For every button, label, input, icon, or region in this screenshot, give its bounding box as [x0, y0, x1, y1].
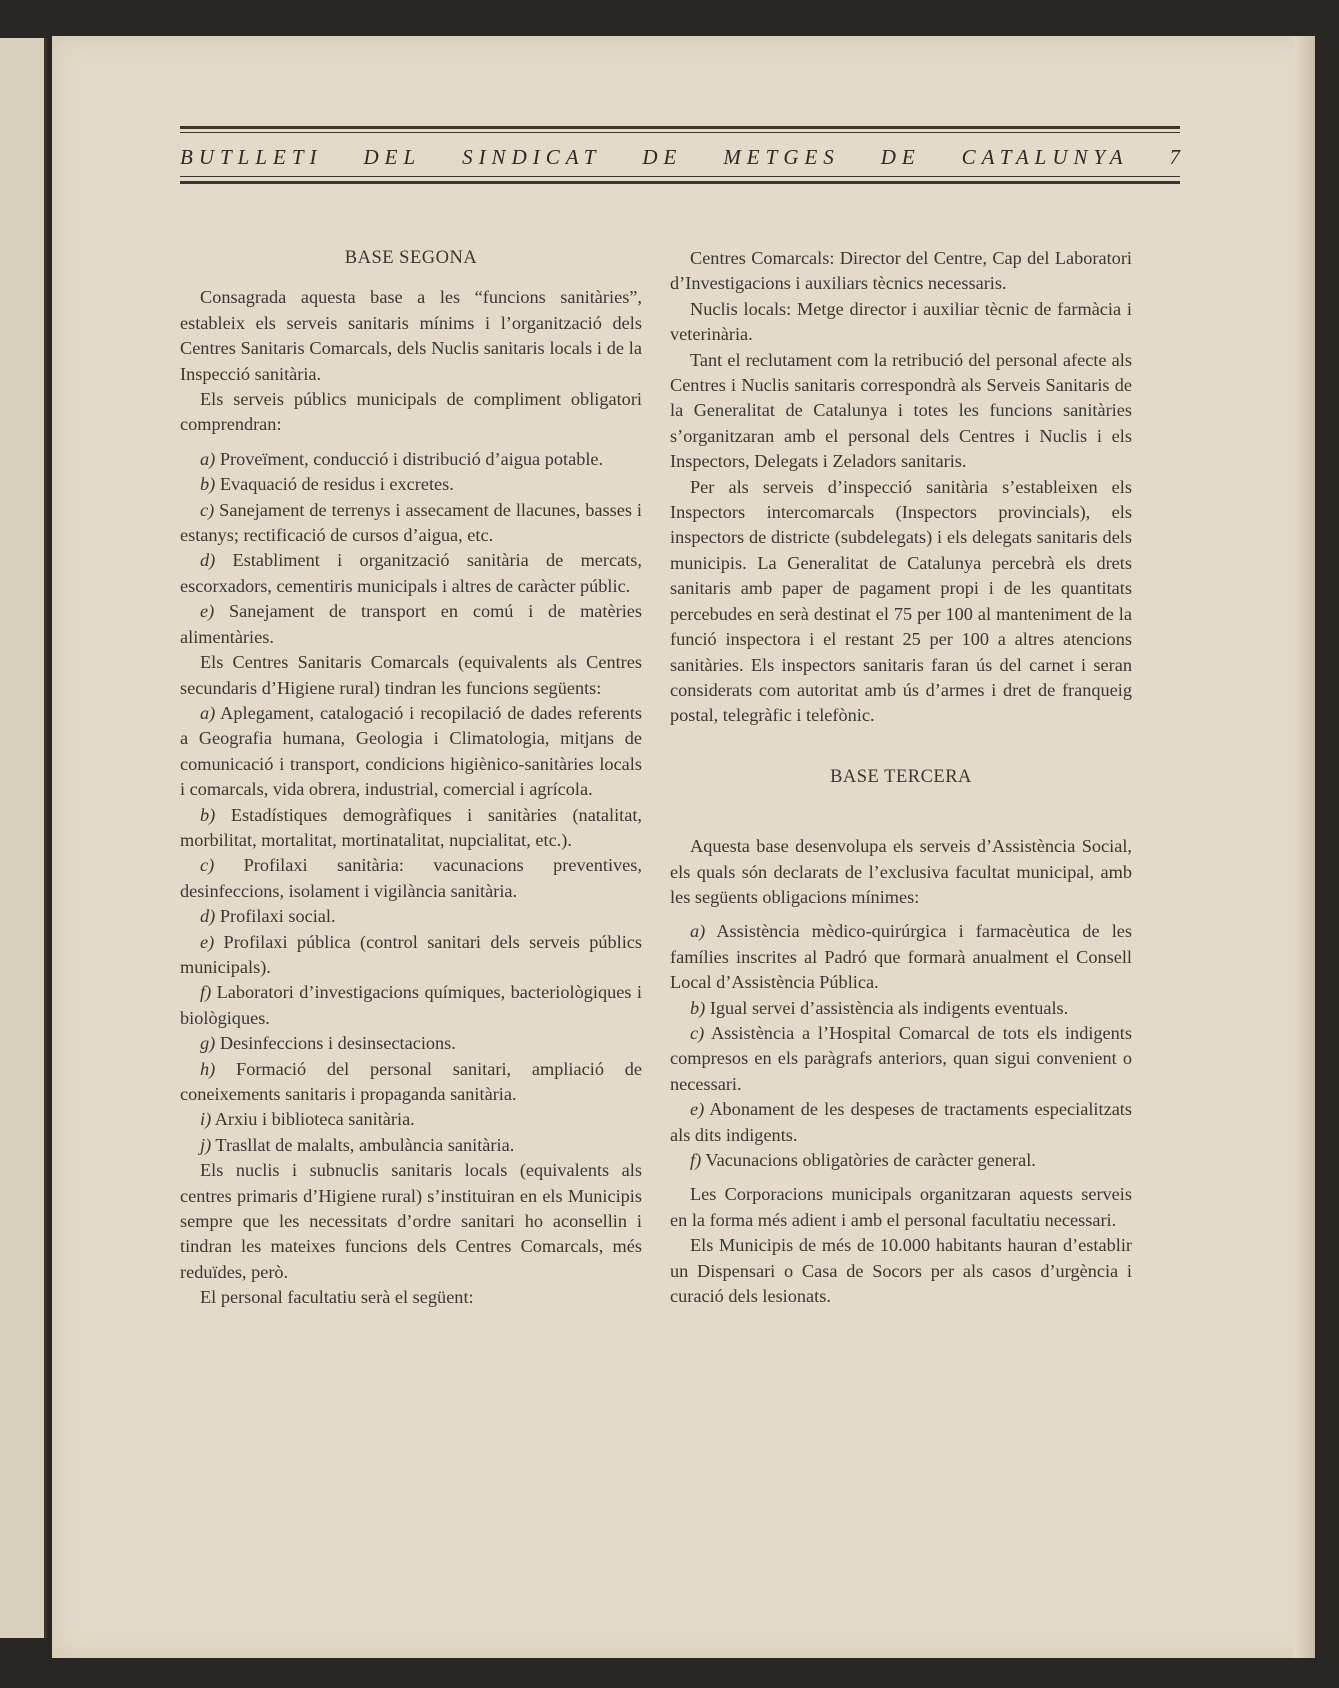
- paragraph: Els serveis públics municipals de compliment obligatori comprendran:: [180, 389, 642, 435]
- list-item: f) Vacunacions obligatòries de caràcter general.: [690, 1150, 1036, 1170]
- paragraph: Les Corporacions municipals organitzaran aquests serveis en la forma més adient i amb el personal facultatiu necessari.: [670, 1184, 1132, 1230]
- list-item: c) Sanejament de terrenys i assecament de llacunes, basses i estanys; rectificació de cursos d’aigua, etc.: [180, 499, 642, 546]
- section-heading: BASE SEGONA: [344, 248, 478, 268]
- header-rule-top: [180, 126, 1180, 129]
- paragraph: Tant el reclutament com la retribució del personal afecte als Centres i Nuclis sanitaris correspondrà als Serveis Sanitaris de la Generalitat de Catalunya i totes les funcions sanitàries s’organitzaran amb el personal dels Centres i Nuclis i els Inspectors, Delegats i Zeladors sanitaris.: [670, 349, 1132, 472]
- header-word: SINDICAT: [462, 144, 602, 169]
- list-item: c) Assistència a l’Hospital Comarcal de tots els indigents compresos en els paràgrafs anteriors, quan sigui convenient o necessari.: [670, 1022, 1133, 1094]
- paragraph: Consagrada aquesta base a les “funcions sanitàries”, estableix els serveis sanitaris mínims i l’organització dels Centres Sanitaris Comarcals, dels Nuclis sanitaris locals i de la Inspecció sanitària.: [180, 287, 642, 384]
- list-item: b) Igual servei d’assistència als indigents eventuals.: [690, 997, 1069, 1018]
- header-word: DE: [880, 144, 921, 169]
- list-item: a) Proveïment, conducció i distribució d’aigua potable.: [200, 448, 604, 469]
- adjacent-page-edge: [0, 38, 47, 1638]
- left-column: [180, 246, 642, 1311]
- page-edge-shadow: [1293, 36, 1315, 1658]
- list-item: b) Estadístiques demogràfiques i sanitàries (natalitat, morbilitat, mortalitat, mortinatalitat, nupcialitat, etc.).: [180, 804, 643, 850]
- list-item: i) Arxiu i biblioteca sanitària.: [200, 1109, 415, 1130]
- list-item: e) Sanejament de transport en comú i de matèries alimentàries.: [180, 601, 643, 647]
- list-item: e) Abonament de les despeses de tractaments especialitzats als dits indigents.: [670, 1099, 1133, 1145]
- paragraph: Centres Comarcals: Director del Centre, Cap del Laboratori d’Investigacions i auxiliars tècnics necessaris.: [670, 248, 1132, 294]
- header-word: CATALUNYA: [961, 144, 1129, 169]
- list-item: j) Trasllat de malalts, ambulància sanitària.: [200, 1134, 515, 1155]
- right-column: [670, 246, 1132, 1309]
- header-word: BUTLLETI: [180, 144, 323, 169]
- header-word: DE: [642, 144, 683, 169]
- paragraph: Aquesta base desenvolupa els serveis d’Assistència Social, els quals són declarats de l’exclusiva facultat municipal, amb les següents obligacions mínimes:: [670, 836, 1132, 907]
- list-item: a) Assistència mèdico-quirúrgica i farmacèutica de les famílies inscrites al Padró que formarà anualment el Consell Local d’Assistència Pública.: [670, 921, 1132, 993]
- list-item: h) Formació del personal sanitari, ampliació de coneixements sanitaris i propaganda sanitària.: [180, 1058, 642, 1104]
- paragraph: Per als serveis d’inspecció sanitària s’estableixen els Inspectors intercomarcals (Inspectors provincials), els inspectors de districte (subdelegats) i els delegats sanitaris dels municipis. La Generalitat de Catalunya percebrà els drets sanitaris amb paper de pagament propi i de les quantitats percebudes en serà destinat el 75 per 100 al manteniment de la funció inspectora i el restant 25 per 100 a altres atencions sanitàries. Els inspectors sanitaris faran ús del carnet i seran considerats com autoritat amb ús d’armes i dret de franqueig postal, telegràfic i telefònic.: [670, 476, 1132, 726]
- list-item: b) Evaquació de residus i excretes.: [200, 474, 454, 495]
- document-page: [52, 36, 1315, 1658]
- running-header: [180, 126, 1180, 198]
- list-item: d) Establiment i organització sanitària de mercats, escorxadors, cementiris municipals i altres de caràcter públic.: [180, 550, 642, 596]
- list-item: g) Desinfeccions i desinsectacions.: [200, 1033, 456, 1054]
- paragraph: Nuclis locals: Metge director i auxiliar tècnic de farmàcia i veterinària.: [670, 298, 1132, 345]
- header-rule-top-thin: [180, 132, 1180, 133]
- header-rule-bottom-thin: [180, 176, 1180, 177]
- list-item: e) Profilaxi pública (control sanitari dels serveis públics municipals).: [180, 931, 643, 977]
- paragraph: Els Centres Sanitaris Comarcals (equivalents als Centres secundaris d’Higiene rural) tindran les funcions següents:: [180, 652, 642, 698]
- header-rule-bottom: [180, 181, 1180, 184]
- paragraph: Els Municipis de més de 10.000 habitants hauran d’establir un Dispensari o Casa de Socors per als casos d’urgència i curació dels lesionats.: [670, 1235, 1132, 1307]
- section-heading: BASE TERCERA: [830, 766, 972, 787]
- header-title: [180, 140, 1180, 174]
- list-item: f) Laboratori d’investigacions químiques, bacteriològiques i biològiques.: [180, 982, 643, 1028]
- list-item: d) Profilaxi social.: [200, 906, 336, 927]
- header-word: METGES: [723, 144, 840, 169]
- page-number: 7: [1169, 144, 1180, 169]
- list-item: c) Profilaxi sanitària: vacunacions preventives, desinfeccions, isolament i vigilància sanitària.: [180, 855, 642, 901]
- list-item: a) Aplegament, catalogació i recopilació de dades referents a Geografia humana, Geologia i Climatologia, mitjans de comunicació i transport, condicions higiènico-sanitàries locals i comarcals, vida obrera, industrial, comercial i agrícola.: [180, 702, 643, 800]
- paragraph: El personal facultatiu serà el següent:: [200, 1287, 474, 1308]
- header-word: DEL: [363, 144, 422, 169]
- paragraph: Els nuclis i subnuclis sanitaris locals (equivalents als centres primaris d’Higiene rural) s’instituiran en els Municipis sempre que les necessitats d’ordre sanitari ho aconsellin i tindran les mateixes funcions dels Centres Comarcals, més reduïdes, però.: [180, 1160, 642, 1282]
